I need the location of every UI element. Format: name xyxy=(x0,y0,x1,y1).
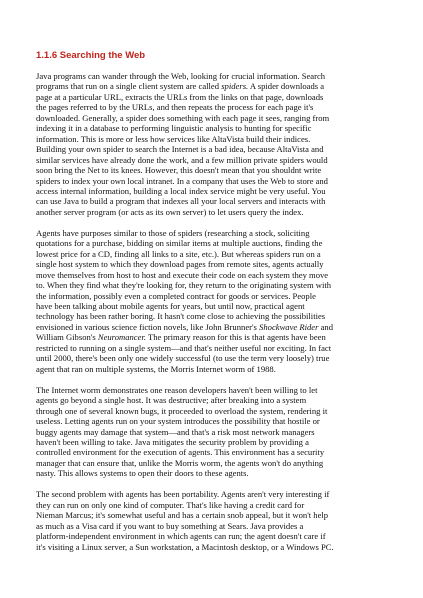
text-line: Agents have purposes similar to those of spiders (researching a stock, soliciting xyxy=(36,227,310,238)
text-line: agents go beyond a single host. It was destructive; after breaking into a system xyxy=(36,395,307,406)
paragraph-4 xyxy=(36,489,408,552)
text-line: downloaded. Generally, a spider does something with each page it sees, ranging from xyxy=(36,112,330,123)
text-line: another server program (or acts as its own server) to let users query the index. xyxy=(36,206,304,217)
text-line: can use Java to build a program that indexes all your local servers and interacts with xyxy=(36,196,326,207)
text-line: agent that ran on multiple systems, the Morris Internet worm of 1988. xyxy=(36,363,276,374)
paragraph-2 xyxy=(36,228,408,374)
text-line: The second problem with agents has been portability. Agents aren't very interesting if xyxy=(36,489,330,500)
text-line: information. This is more or less how services like AltaVista build their indices. xyxy=(36,133,311,144)
text-line: Nieman Marcus; it's somewhat useful and has a certain snob appeal, but it won't help xyxy=(36,510,329,521)
text-line: move themselves from host to host and execute their code on each system they move xyxy=(36,269,329,280)
emphasis-shockwave-rider: Shockwave Rider xyxy=(259,321,319,332)
section-heading: 1.1.6 Searching the Web xyxy=(36,50,146,61)
text-line: to. When they find what they're looking for, they return to the originating system with xyxy=(36,280,332,291)
text-line: The Internet worm demonstrates one reason developers haven't been willing to let xyxy=(36,384,318,395)
text-line: page at a particular URL, extracts the URLs from the links on that page, downloads xyxy=(36,91,324,102)
text-line: controlled environment for the execution of agents. This environment has a security xyxy=(36,447,325,458)
text-line: until 2000, there's been only one widely successful (to use the term very loosely) true xyxy=(36,353,330,364)
text-line: quotations for a purchase, bidding on similar items at multiple auctions, finding the xyxy=(36,238,323,249)
text-line: envisioned in various science fiction novels, like John Brunner's Shockwave Rider and xyxy=(36,321,334,332)
emphasis-neuromancer: Neuromancer. xyxy=(97,332,146,343)
text-line: haven't been willing to take. Java mitigates the security problem by providing a xyxy=(36,436,309,447)
text-line: spiders to index your own local intranet. In a company that uses the Web to store and xyxy=(36,175,328,186)
text-line: Java programs can wander through the Web, looking for crucial information. Search xyxy=(36,71,326,81)
text-line: through one of several known bugs, it proceeded to overload the system, rendering it xyxy=(36,405,328,416)
text-line: useless. Letting agents run on your system introduces the possibility that hostile or xyxy=(36,416,320,427)
text-line: indexing it in a database to performing linguistic analysis to hunting for specific xyxy=(36,123,312,134)
text-line: they can run on only one kind of computer. That's like having a credit card for xyxy=(36,499,305,510)
text-line: technology has been rather boring. It hasn't come close to achieving the possibilities xyxy=(36,311,326,322)
paragraph-1 xyxy=(36,71,408,217)
text-line: as much as a Visa card if you want to buy something at Sears. Java provides a xyxy=(36,520,304,531)
text-line: single host system to which they download pages from remote sites, agents actually xyxy=(36,259,324,270)
text-line: restricted to running on a single system—and that's neither useful nor exciting. In fact xyxy=(36,342,332,353)
text-line: it's visiting a Linux server, a Sun workstation, a Macintosh desktop, or a Windows PC. xyxy=(36,541,334,552)
text-line: soon bring the Net to its knees. However, this doesn't mean that you shouldnt write xyxy=(36,165,322,176)
text-line: have been talking about mobile agents for years, but until now, practical agent xyxy=(36,301,305,312)
text-line: Building your own spider to search the Internet is a bad idea, because AltaVista and xyxy=(36,144,324,155)
text-line: manager that can ensure that, unlike the Morris worm, the agents won't do anything xyxy=(36,457,324,468)
text-line: lowest price for a CD, finding all links to a site, etc.). But whereas spiders run on a xyxy=(36,248,321,259)
paragraph-3 xyxy=(36,385,408,479)
text-line: programs that run on a single client system are called spiders. A spider downloads a xyxy=(36,81,325,92)
text-line: the pages referred to by the URLs, and then repeats the process for each page it's xyxy=(36,102,314,113)
text-line: buggy agents may damage that system—and that's a risk most network managers xyxy=(36,426,315,437)
text-line: the information, possibly even a completed contract for goods or services. People xyxy=(36,290,316,301)
text-line: similar services have already done the work, and a few million private spiders would xyxy=(36,154,328,165)
emphasis-spiders: spiders. xyxy=(221,81,249,92)
body-text xyxy=(36,71,408,562)
text-line: nasty. This allows systems to open their doors to these agents. xyxy=(36,468,249,479)
text-line: William Gibson's Neuromancer. The primary reason for this is that agents have been xyxy=(36,332,326,343)
text-line: access internal information, building a local index service might be very useful. You xyxy=(36,185,326,196)
text-line: platform-independent environment in which agents can run; the agent doesn't care if xyxy=(36,531,326,542)
